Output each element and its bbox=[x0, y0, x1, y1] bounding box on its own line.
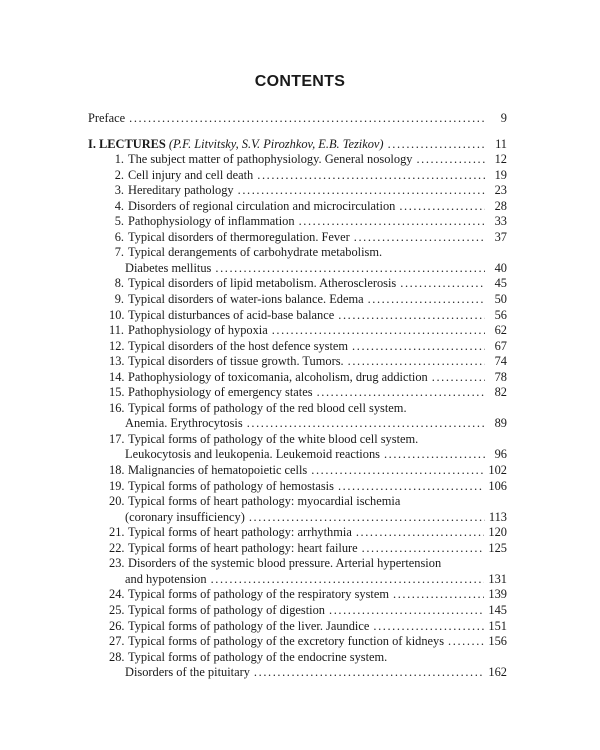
dot-leader bbox=[247, 416, 485, 432]
toc-entry-label: Pathophysiology of hypoxia bbox=[128, 323, 268, 338]
toc-entry-continuation bbox=[88, 665, 507, 681]
dot-leader bbox=[299, 214, 485, 230]
toc-entry-label: Typical forms of heart pathology: myocardial ischemia bbox=[128, 494, 401, 509]
toc-entry-label: Cell injury and cell death bbox=[128, 167, 254, 182]
section-authors: (P.F. Litvitsky, S.V. Pirozhkov, E.B. Tezikov) bbox=[168, 136, 384, 151]
toc-entry bbox=[88, 603, 507, 619]
toc-entry-label-continued: and hypotension bbox=[125, 571, 207, 586]
toc-entry-number: 2. bbox=[114, 167, 124, 182]
toc-entry-preface bbox=[88, 111, 507, 127]
toc-entry-number: 15. bbox=[109, 385, 125, 400]
toc-page-number: 62 bbox=[494, 323, 507, 338]
dot-leader bbox=[257, 168, 485, 184]
toc-page-number: 82 bbox=[494, 385, 507, 400]
toc-page-number: 131 bbox=[488, 571, 507, 586]
toc-entry-label: Typical disorders of water-ions balance. Edema bbox=[128, 292, 364, 307]
toc-entry-label: Malignancies of hematopoietic cells bbox=[128, 463, 308, 478]
dot-leader bbox=[388, 137, 485, 153]
toc-entry-label: Typical forms of pathology of the liver. Jaundice bbox=[128, 618, 370, 633]
dot-leader bbox=[254, 665, 484, 681]
toc-entry-number: 10. bbox=[109, 307, 125, 322]
dot-leader bbox=[272, 323, 485, 339]
toc-page-number: 120 bbox=[488, 525, 507, 540]
toc-entry-label: Typical forms of heart pathology: arrhythmia bbox=[128, 525, 352, 540]
toc-page-number: 56 bbox=[494, 307, 507, 322]
toc-page-number: 45 bbox=[494, 276, 507, 291]
toc-entry-number: 17. bbox=[109, 431, 125, 446]
toc-page-number: 145 bbox=[488, 602, 507, 617]
toc-page-number: 139 bbox=[488, 587, 507, 602]
toc-entry bbox=[88, 245, 507, 261]
dot-leader bbox=[249, 510, 485, 526]
toc-entry-number: 27. bbox=[109, 634, 125, 649]
toc-entry-number: 26. bbox=[109, 618, 125, 633]
toc-entry-number: 14. bbox=[109, 369, 125, 384]
toc-entry-label: Typical forms of pathology of the white blood cell system. bbox=[128, 431, 419, 446]
toc-entry-number: 5. bbox=[114, 214, 124, 229]
toc-entry-number: 1. bbox=[114, 152, 124, 167]
toc-entry-number: 11. bbox=[109, 323, 125, 338]
toc-page-number: 28 bbox=[494, 198, 507, 213]
toc-entry-number: 19. bbox=[109, 478, 125, 493]
toc-entry bbox=[88, 587, 507, 603]
toc-entry-number: 28. bbox=[109, 649, 125, 664]
toc-entry-label-continued: Diabetes mellitus bbox=[125, 260, 212, 275]
toc-entry-continuation bbox=[88, 261, 507, 277]
toc-entry bbox=[88, 401, 507, 417]
toc-entry bbox=[88, 479, 507, 495]
dot-leader bbox=[211, 572, 485, 588]
toc-entry-number: 7. bbox=[114, 245, 124, 260]
toc-page-number: 113 bbox=[488, 509, 507, 524]
dot-leader bbox=[432, 370, 485, 386]
toc-entry bbox=[88, 152, 507, 168]
toc-entry-label: Typical derangements of carbohydrate metabolism. bbox=[128, 245, 383, 260]
toc-entry bbox=[88, 556, 507, 572]
toc-entry bbox=[88, 168, 507, 184]
dot-leader bbox=[354, 230, 485, 246]
toc-entry-label: Typical forms of pathology of digestion bbox=[128, 602, 326, 617]
toc-entry-label-continued: Leukocytosis and leukopenia. Leukemoid reactions bbox=[125, 447, 380, 462]
toc-entry-label: Typical forms of heart pathology: heart failure bbox=[128, 540, 358, 555]
toc-entry-label: Typical disorders of thermoregulation. Fever bbox=[128, 229, 350, 244]
dot-leader bbox=[129, 111, 485, 127]
dot-leader bbox=[215, 261, 485, 277]
toc-entry-label: Typical disorders of lipid metabolism. Atherosclerosis bbox=[128, 276, 397, 291]
dot-leader bbox=[448, 634, 484, 650]
toc-entry bbox=[88, 634, 507, 650]
toc-entry-number: 20. bbox=[109, 494, 125, 509]
toc-entry-label: Preface bbox=[88, 111, 126, 125]
toc-entry-label: Typical forms of pathology of the excretory function of kidneys bbox=[128, 634, 445, 649]
toc-entry bbox=[88, 650, 507, 666]
dot-leader bbox=[384, 447, 485, 463]
toc-entry bbox=[88, 541, 507, 557]
toc-entry-continuation bbox=[88, 416, 507, 432]
toc-entry-label: Typical disorders of tissue growth. Tumors. bbox=[128, 354, 344, 369]
toc-page-number: 162 bbox=[488, 665, 507, 680]
toc-entry bbox=[88, 494, 507, 510]
toc-entry-label-continued: Disorders of the pituitary bbox=[125, 665, 250, 680]
toc-entry-label: Pathophysiology of toxicomania, alcoholism, drug addiction bbox=[128, 369, 428, 384]
toc-entry-label: Typical disorders of the host defence system bbox=[128, 338, 349, 353]
dot-leader bbox=[348, 354, 485, 370]
toc-entry-number: 8. bbox=[114, 276, 124, 291]
toc-entry bbox=[88, 385, 507, 401]
toc-entry-label: Pathophysiology of inflammation bbox=[128, 214, 295, 229]
dot-leader bbox=[416, 152, 485, 168]
toc-entry-label: Typical disturbances of acid-base balance bbox=[128, 307, 335, 322]
toc-page-number: 40 bbox=[494, 260, 507, 275]
toc-entry-label: Hereditary pathology bbox=[128, 183, 234, 198]
toc-entry bbox=[88, 525, 507, 541]
section-title: I. LECTURES bbox=[88, 136, 166, 151]
dot-leader bbox=[311, 463, 484, 479]
toc-entry bbox=[88, 292, 507, 308]
dot-leader bbox=[329, 603, 484, 619]
page-title: CONTENTS bbox=[254, 73, 346, 90]
dot-leader bbox=[399, 199, 485, 215]
toc-page-number: 67 bbox=[494, 338, 507, 353]
toc-entry-label: Pathophysiology of emergency states bbox=[128, 385, 313, 400]
toc-page-number: 106 bbox=[488, 478, 507, 493]
toc-entry-label: Typical forms of pathology of the endocrine system. bbox=[128, 649, 388, 664]
toc-entry bbox=[88, 276, 507, 292]
dot-leader bbox=[317, 385, 485, 401]
toc-entry-number: 6. bbox=[114, 229, 124, 244]
toc-entry-number: 13. bbox=[109, 354, 125, 369]
toc-entry bbox=[88, 370, 507, 386]
toc-section-heading bbox=[88, 137, 507, 153]
toc-page-number: 156 bbox=[488, 634, 507, 649]
toc-page-number: 33 bbox=[494, 214, 507, 229]
toc-page-number: 89 bbox=[494, 416, 507, 431]
dot-leader bbox=[393, 587, 484, 603]
toc-entry bbox=[88, 463, 507, 479]
toc-entry-continuation bbox=[88, 447, 507, 463]
toc-entry-label-continued: (coronary insufficiency) bbox=[125, 509, 245, 524]
toc-page-number: 102 bbox=[488, 463, 507, 478]
toc-entry bbox=[88, 354, 507, 370]
toc-entry bbox=[88, 199, 507, 215]
toc-page-number: 19 bbox=[494, 167, 507, 182]
dot-leader bbox=[356, 525, 485, 541]
toc-entry-number: 3. bbox=[114, 183, 124, 198]
toc-entry-label: The subject matter of pathophysiology. General nosology bbox=[128, 152, 413, 167]
dot-leader bbox=[373, 619, 484, 635]
toc-page-number: 37 bbox=[494, 229, 507, 244]
toc-page-number: 78 bbox=[494, 369, 507, 384]
dot-leader bbox=[352, 339, 485, 355]
dot-leader bbox=[368, 292, 485, 308]
toc-entry-number: 16. bbox=[109, 400, 125, 415]
toc-entry-label: Typical forms of pathology of the red blood cell system. bbox=[128, 400, 407, 415]
dot-leader bbox=[362, 541, 485, 557]
toc-page-number: 50 bbox=[494, 292, 507, 307]
toc-page-number: 12 bbox=[494, 152, 507, 167]
dot-leader bbox=[338, 308, 485, 324]
toc-entry bbox=[88, 230, 507, 246]
toc-page-number: 96 bbox=[494, 447, 507, 462]
toc-entry-number: 24. bbox=[109, 587, 125, 602]
toc-page-number: 11 bbox=[495, 136, 507, 151]
toc-entry-number: 25. bbox=[109, 602, 125, 617]
toc-entry bbox=[88, 432, 507, 448]
toc-page-number: 151 bbox=[488, 618, 507, 633]
toc-entry bbox=[88, 323, 507, 339]
toc-entry-continuation bbox=[88, 572, 507, 588]
toc-entry-number: 18. bbox=[109, 463, 125, 478]
toc-page-number: 23 bbox=[494, 183, 507, 198]
toc-entry-number: 4. bbox=[114, 198, 124, 213]
toc-entry-label-continued: Anemia. Erythrocytosis bbox=[125, 416, 243, 431]
toc-page-number: 125 bbox=[488, 540, 507, 555]
toc-entry-continuation bbox=[88, 510, 507, 526]
table-of-contents bbox=[88, 111, 507, 681]
toc-entry-label: Disorders of regional circulation and microcirculation bbox=[128, 198, 396, 213]
toc-entry bbox=[88, 183, 507, 199]
toc-entry bbox=[88, 308, 507, 324]
toc-entry bbox=[88, 619, 507, 635]
toc-entry bbox=[88, 214, 507, 230]
toc-entry-label: Typical forms of pathology of the respiratory system bbox=[128, 587, 389, 602]
toc-page-number: 74 bbox=[494, 354, 507, 369]
dot-leader bbox=[400, 276, 485, 292]
toc-entry-label: Typical forms of pathology of hemostasis bbox=[128, 478, 334, 493]
toc-entry-number: 9. bbox=[114, 292, 124, 307]
dot-leader bbox=[338, 479, 484, 495]
toc-entry-number: 22. bbox=[109, 540, 125, 555]
toc-entry-number: 21. bbox=[109, 525, 125, 540]
toc-page-number: 9 bbox=[500, 111, 507, 125]
dot-leader bbox=[238, 183, 485, 199]
toc-entry-number: 12. bbox=[109, 338, 125, 353]
toc-entry bbox=[88, 339, 507, 355]
toc-entry-number: 23. bbox=[109, 556, 125, 571]
toc-entry-label: Disorders of the systemic blood pressure. Arterial hypertension bbox=[128, 556, 442, 571]
